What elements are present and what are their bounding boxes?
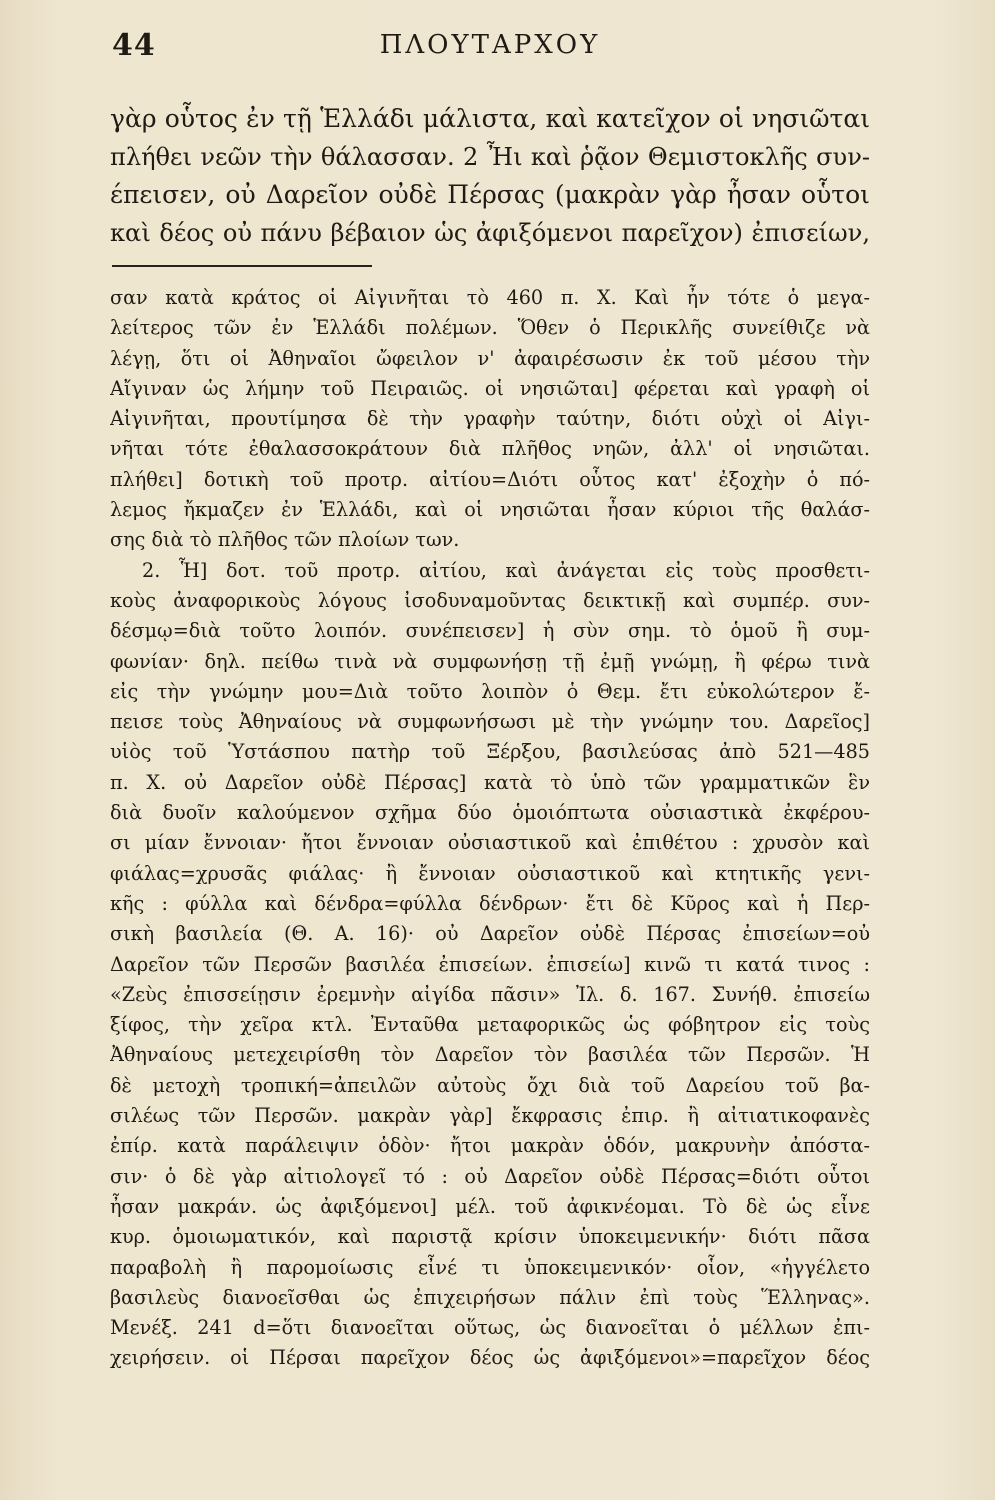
note-line: λείτερος τῶν ἐν Ἑλλάδι πολέμων. Ὅθεν ὁ Περικλῆς συνείθιζε νὰ (110, 316, 870, 340)
main-text-line: έπεισεν, οὐ Δαρεῖον οὐδὲ Πέρσας (μακρὰν γὰρ ἦσαν οὗτοι (110, 180, 870, 209)
note-line: Ἀθηναίους μετεχειρίσθη τὸν Δαρεῖον τὸν βασιλέα τῶν Περσῶν. Ἡ (110, 1043, 870, 1067)
note-line: λέγῃ, ὅτι οἱ Ἀθηναῖοι ὤφειλον ν' ἀφαιρέσωσιν ἐκ τοῦ μέσου τὴν (110, 346, 870, 370)
note-line: Μενέξ. 241 d=ὅτι διανοεῖται οὕτως, ὡς διανοεῖται ὁ μέλλων ἐπι- (110, 1316, 870, 1340)
main-text-line: καὶ δέος οὐ πάνυ βέβαιον ὡς ἀφιξόμενοι παρεῖχον) ἐπισείων, (110, 219, 870, 247)
note-line: «Ζεὺς ἐπισσείῃσιν ἐρεμνὴν αἰγίδα πᾶσιν» Ἰλ. δ. 167. Συνήθ. ἐπισείω (110, 982, 870, 1006)
note-line: φωνίαν· δηλ. πείθω τινὰ νὰ συμφωνήσῃ τῇ ἐμῇ γνώμῃ, ἢ φέρω τινὰ (110, 649, 870, 673)
footnote-divider (112, 265, 372, 267)
note-line: 2. Ἧ] δοτ. τοῦ προτρ. αἰτίου, καὶ ἀνάγεται εἰς τοὺς προσθετι- (142, 558, 870, 582)
note-line: δέσμῳ=διὰ τοῦτο λοιπόν. συνέπεισεν] ἡ σὺν σημ. τὸ ὁμοῦ ἢ συμ- (110, 619, 870, 643)
note-line: δὲ μετοχὴ τροπική=ἀπειλῶν αὐτοὺς ὄχι διὰ τοῦ Δαρείου τοῦ βα- (110, 1073, 870, 1097)
note-line: βασιλεὺς διανοεῖσθαι ὡς ἐπιχειρήσων πάλιν ἐπὶ τοὺς Ἕλληνας». (110, 1285, 870, 1309)
note-line: σης διὰ τὸ πλῆθος τῶν πλοίων των. (110, 528, 460, 552)
note-line: νῆται τότε ἐθαλασσοκράτουν διὰ πλῆθος νηῶν, ἀλλ' οἱ νησιῶται. (110, 437, 870, 461)
note-line: σαν κατὰ κράτος οἱ Αἰγινῆται τὸ 460 π. Χ. Καὶ ἦν τότε ὁ μεγα- (110, 286, 870, 309)
note-line: Δαρεῖον τῶν Περσῶν βασιλέα ἐπισείων. ἐπισείω] κινῶ τι κατά τινος : (110, 952, 870, 976)
page-header (110, 28, 870, 68)
note-line: κυρ. ὁμοιωματικόν, καὶ παριστᾷ κρίσιν ὑποκειμενικήν· διότι πᾶσα (110, 1225, 870, 1249)
note-line: σι μίαν ἔννοιαν· ἤτοι ἔννοιαν οὐσιαστικοῦ καὶ ἐπιθέτου : χρυσὸν καὶ (110, 831, 870, 855)
note-line: κῆς : φύλλα καὶ δένδρα=φύλλα δένδρων· ἔτι δὲ Κῦρος καὶ ἡ Περ- (110, 891, 870, 915)
note-line: φιάλας=χρυσᾶς φιάλας· ἢ ἔννοιαν οὐσιαστικοῦ καὶ κτητικῆς γενι- (110, 861, 870, 885)
note-line: χειρήσειν. οἱ Πέρσαι παρεῖχον δέος ὡς ἀφιξόμενοι»=παρεῖχον δέος (110, 1346, 870, 1370)
note-line: πλήθει] δοτικὴ τοῦ προτρ. αἰτίου=Διότι οὗτος κατ' ἐξοχὴν ὁ πό- (110, 467, 870, 491)
note-line: πεισε τοὺς Ἀθηναίους νὰ συμφωνήσωσι μὲ τὴν γνώμην του. Δαρεῖος] (110, 710, 870, 734)
note-line: ξίφος, τὴν χεῖρα κτλ. Ἐνταῦθα μεταφορικῶς ὡς φόβητρον εἰς τοὺς (110, 1013, 870, 1037)
running-title: ΠΛΟΥΤΑΡΧΟΥ (379, 30, 601, 60)
page-number: 44 (112, 28, 156, 63)
main-text-block (110, 100, 870, 252)
commentary-notes (110, 283, 870, 1374)
main-text-line: πλήθει νεῶν τὴν θάλασσαν. 2 Ἦι καὶ ῥᾷον Θεμιστοκλῆς συν- (110, 143, 870, 171)
note-line: διὰ δυοῖν καλούμενον σχῆμα δύο ὁμοιόπτωτα οὐσιαστικὰ ἐκφέρου- (110, 801, 870, 825)
note-line: Αἰγινῆται, προυτίμησα δὲ τὴν γραφὴν ταύτην, διότι οὐχὶ οἱ Αἰγι- (110, 407, 870, 431)
note-line: εἰς τὴν γνώμην μου=Διὰ τοῦτο λοιπὸν ὁ Θεμ. ἔτι εὐκολώτερον ἔ- (110, 679, 870, 703)
main-text-line: γὰρ οὗτος ἐν τῇ Ἑλλάδι μάλιστα, καὶ κατεῖχον οἱ νησιῶται (110, 104, 870, 133)
note-line: λεμος ἤκμαζεν ἐν Ἑλλάδι, καὶ οἱ νησιῶται ἦσαν κύριοι τῆς θαλάσ- (110, 498, 870, 522)
note-line: σικὴ βασιλεία (Θ. Α. 16)· οὐ Δαρεῖον οὐδὲ Πέρσας ἐπισείων=οὐ (110, 922, 870, 946)
note-line: υἱὸς τοῦ Ὑστάσπου πατὴρ τοῦ Ξέρξου, βασιλεύσας ἀπὸ 521—485 (110, 740, 870, 764)
note-line: σιλέως τῶν Περσῶν. μακρὰν γὰρ] ἔκφρασις ἐπιρ. ἢ αἰτιατικοφανὲς (110, 1104, 870, 1128)
note-line: Αἴγιναν ὡς λήμην τοῦ Πειραιῶς. οἱ νησιῶται] φέρεται καὶ γραφὴ οἱ (110, 376, 870, 400)
note-line: π. Χ. οὐ Δαρεῖον οὐδὲ Πέρσας] κατὰ τὸ ὑπὸ τῶν γραμματικῶν ἓν (110, 770, 870, 794)
note-line: ἦσαν μακράν. ὡς ἀφιξόμενοι] μέλ. τοῦ ἀφικνέομαι. Τὸ δὲ ὡς εἶνε (110, 1194, 870, 1218)
note-line: σιν· ὁ δὲ γὰρ αἰτιολογεῖ τό : οὐ Δαρεῖον οὐδὲ Πέρσας=διότι οὗτοι (110, 1164, 870, 1188)
note-line: παραβολὴ ἢ παρομοίωσις εἶνέ τι ὑποκειμενικόν· οἷον, «ἠγγέλετο (110, 1255, 870, 1279)
note-line: ἐπίρ. κατὰ παράλειψιν ὁδὸν· ἤτοι μακρὰν ὁδόν, μακρυνὴν ἀπόστα- (110, 1134, 870, 1158)
note-line: κοὺς ἀναφορικοὺς λόγους ἰσοδυναμοῦντας δεικτικῇ καὶ συμπέρ. συν- (110, 588, 870, 612)
